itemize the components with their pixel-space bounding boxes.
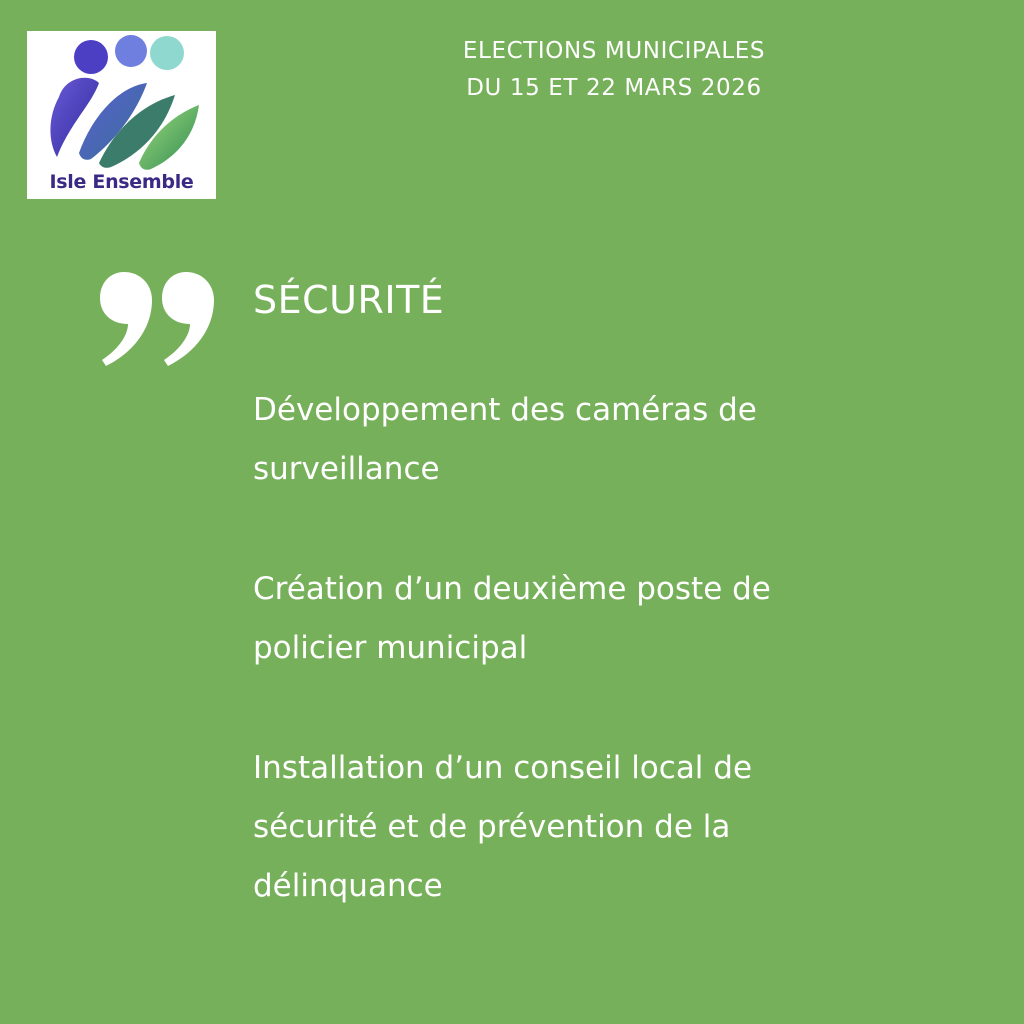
election-header	[404, 33, 824, 107]
measure-line: Installation d’un conseil local de	[253, 750, 753, 786]
measures-list	[253, 381, 953, 977]
measure-line: policier municipal	[253, 630, 528, 666]
measure-line: délinquance	[253, 868, 443, 904]
measure-item-cameras	[253, 381, 953, 499]
header-line-1: ELECTIONS MUNICIPALES	[462, 38, 766, 64]
measure-line: Création d’un deuxième poste de	[253, 571, 771, 607]
measure-line: surveillance	[253, 451, 440, 487]
logo	[27, 31, 216, 199]
section-title: SÉCURITÉ	[253, 278, 445, 322]
measure-line: Développement des caméras de	[253, 392, 757, 428]
measure-item-police	[253, 560, 953, 678]
measure-line: sécurité et de prévention de la	[253, 809, 731, 845]
logo-brand-name: Isle Ensemble	[49, 171, 194, 193]
closing-quote-icon	[96, 268, 220, 368]
measure-item-council	[253, 739, 953, 916]
header-line-2: DU 15 ET 22 MARS 2026	[466, 75, 762, 101]
